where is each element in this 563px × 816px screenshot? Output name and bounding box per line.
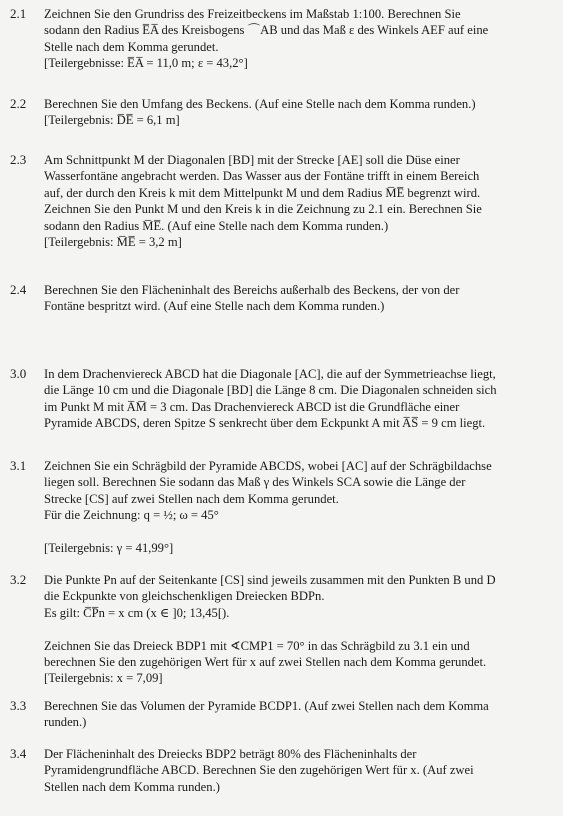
text-line: Für die Zeichnung: q = ½; ω = 45°	[44, 508, 219, 523]
text-line: Stelle nach dem Komma gerundet.	[44, 39, 219, 54]
text-line	[44, 621, 549, 637]
text-line: im Punkt M mit A̅M̅ = 3 cm. Das Drachenviereck ABCD ist die Grundfläche einer	[44, 399, 460, 414]
task-3-0	[0, 366, 563, 432]
text-line: Berechnen Sie den Umfang des Beckens. (Auf eine Stelle nach dem Komma runden.)	[44, 97, 476, 111]
task-text	[44, 698, 549, 731]
text-line: Zeichnen Sie den Grundriss des Freizeitbeckens im Maßstab 1:100. Berechnen Sie	[44, 7, 461, 21]
task-number: 3.0	[10, 366, 27, 381]
task-3-3	[0, 698, 563, 731]
text-line: sodann den Radius M̅E̅. (Auf eine Stelle nach dem Komma runden.)	[44, 218, 389, 233]
task-3-1	[0, 458, 563, 556]
task-number: 3.1	[10, 458, 27, 473]
text-line: In dem Drachenviereck ABCD hat die Diagonale [AC], die auf der Symmetrieachse liegt,	[44, 367, 496, 381]
task-text	[44, 572, 549, 687]
task-number: 2.3	[10, 152, 27, 167]
task-text	[44, 6, 549, 72]
text-line: liegen soll. Berechnen Sie sodann das Maß γ des Winkels SCA sowie die Länge der	[44, 475, 466, 490]
task-number: 2.2	[10, 96, 27, 111]
text-line: sodann den Radius E̅A̅ des Kreisbogens ⌒AB und das Maß ε des Winkels AEF auf eine	[44, 23, 489, 38]
text-line: [Teilergebnis: M̅E̅ = 3,2 m]	[44, 235, 182, 250]
task-number: 3.3	[10, 698, 27, 713]
task-text	[44, 746, 549, 795]
task-text	[44, 96, 549, 129]
text-line: berechnen Sie den zugehörigen Wert für x auf zwei Stellen nach dem Komma gerundet.	[44, 655, 487, 670]
text-line: Pyramidengrundfläche ABCD. Berechnen Sie den zugehörigen Wert für x. (Auf zwei	[44, 763, 474, 778]
text-line: Zeichnen Sie das Dreieck BDP1 mit ∢CMP1 = 70° in das Schrägbild zu 3.1 ein und	[44, 638, 470, 653]
task-number: 3.4	[10, 746, 27, 761]
task-3-4	[0, 746, 563, 795]
text-line: Berechnen Sie das Volumen der Pyramide BCDP1. (Auf zwei Stellen nach dem Komma	[44, 699, 489, 713]
text-line: Strecke [CS] auf zwei Stellen nach dem Komma gerundet.	[44, 491, 339, 506]
task-2-4	[0, 282, 563, 315]
text-line: [Teilergebnis: γ = 41,99°]	[44, 541, 174, 556]
task-2-2	[0, 96, 563, 129]
text-line: die Eckpunkte von gleichschenkligen Dreiecken BDPn.	[44, 589, 325, 604]
text-line: Am Schnittpunkt M der Diagonalen [BD] mit der Strecke [AE] soll die Düse einer	[44, 153, 460, 167]
task-text	[44, 282, 549, 315]
task-text	[44, 458, 549, 556]
text-line: Pyramide ABCDS, deren Spitze S senkrecht über dem Eckpunkt A mit A̅S̅ = 9 cm liegt.	[44, 416, 486, 431]
text-line: [Teilergebnis: D̅E̅ = 6,1 m]	[44, 113, 180, 128]
task-number: 2.1	[10, 6, 27, 21]
task-text	[44, 366, 549, 432]
text-line: Die Punkte Pn auf der Seitenkante [CS] sind jeweils zusammen mit den Punkten B und D	[44, 573, 496, 587]
text-line: Es gilt: C̅P̅n = x cm (x ∈ ]0; 13,45[).	[44, 605, 230, 620]
text-line	[44, 524, 549, 540]
text-line: [Teilergebnis: x = 7,09]	[44, 671, 163, 686]
text-line: Der Flächeninhalt des Dreiecks BDP2 beträgt 80% des Flächeninhalts der	[44, 747, 417, 761]
text-line: Wasserfontäne angebracht werden. Das Wasser aus der Fontäne trifft in einem Bereich	[44, 169, 480, 184]
text-line: Berechnen Sie den Flächeninhalt des Bereichs außerhalb des Beckens, der von der	[44, 283, 460, 297]
task-2-1	[0, 6, 563, 72]
task-number: 3.2	[10, 572, 27, 587]
text-line: Zeichnen Sie den Punkt M und den Kreis k in die Zeichnung zu 2.1 ein. Berechnen Sie	[44, 202, 482, 217]
text-line: die Länge 10 cm und die Diagonale [BD] die Länge 8 cm. Die Diagonalen schneiden sich	[44, 383, 497, 398]
task-number: 2.4	[10, 282, 27, 297]
task-text	[44, 152, 549, 250]
task-3-2	[0, 572, 563, 687]
text-line: Fontäne bespritzt wird. (Auf eine Stelle nach dem Komma runden.)	[44, 299, 385, 314]
text-line: Stellen nach dem Komma runden.)	[44, 779, 220, 794]
text-line: auf, der durch den Kreis k mit dem Mittelpunkt M und dem Radius M̅E̅ begrenzt wird.	[44, 185, 481, 200]
text-line: Zeichnen Sie ein Schrägbild der Pyramide ABCDS, wobei [AC] auf der Schrägbildachse	[44, 459, 492, 473]
task-2-3	[0, 152, 563, 250]
text-line: runden.)	[44, 715, 87, 730]
text-line: [Teilergebnisse: E̅A̅ = 11,0 m; ε = 43,2°]	[44, 56, 248, 71]
